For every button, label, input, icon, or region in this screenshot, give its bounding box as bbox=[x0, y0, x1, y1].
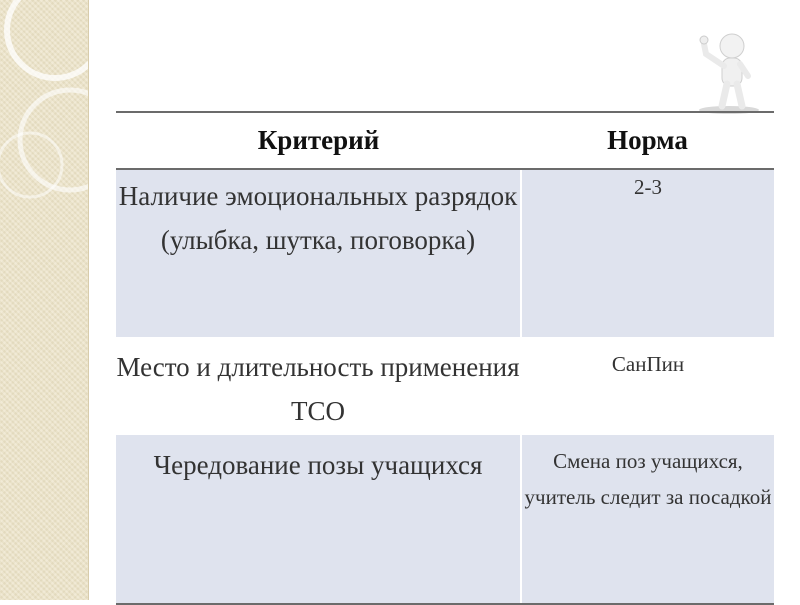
decorative-side-band bbox=[0, 0, 89, 600]
table-header-row bbox=[116, 112, 774, 169]
criterion-cell: Чередование позы учащихся bbox=[116, 435, 521, 604]
criterion-cell: Наличие эмоциональных разрядок (улыбка, шутка, поговорка) bbox=[116, 169, 521, 337]
decorative-circles bbox=[0, 0, 88, 600]
norm-cell: СанПин bbox=[521, 337, 774, 435]
criteria-table bbox=[116, 111, 774, 605]
table-row bbox=[116, 337, 774, 435]
criterion-cell: Место и длительность применения ТСО bbox=[116, 337, 521, 435]
header-criterion: Критерий bbox=[116, 112, 521, 169]
norm-cell: 2-3 bbox=[521, 169, 774, 337]
norm-cell: Смена поз учащихся, учитель следит за посадкой bbox=[521, 435, 774, 604]
header-norm: Норма bbox=[521, 112, 774, 169]
table-row bbox=[116, 435, 774, 604]
table-row bbox=[116, 169, 774, 337]
thumbs-up-person-icon bbox=[684, 26, 774, 116]
